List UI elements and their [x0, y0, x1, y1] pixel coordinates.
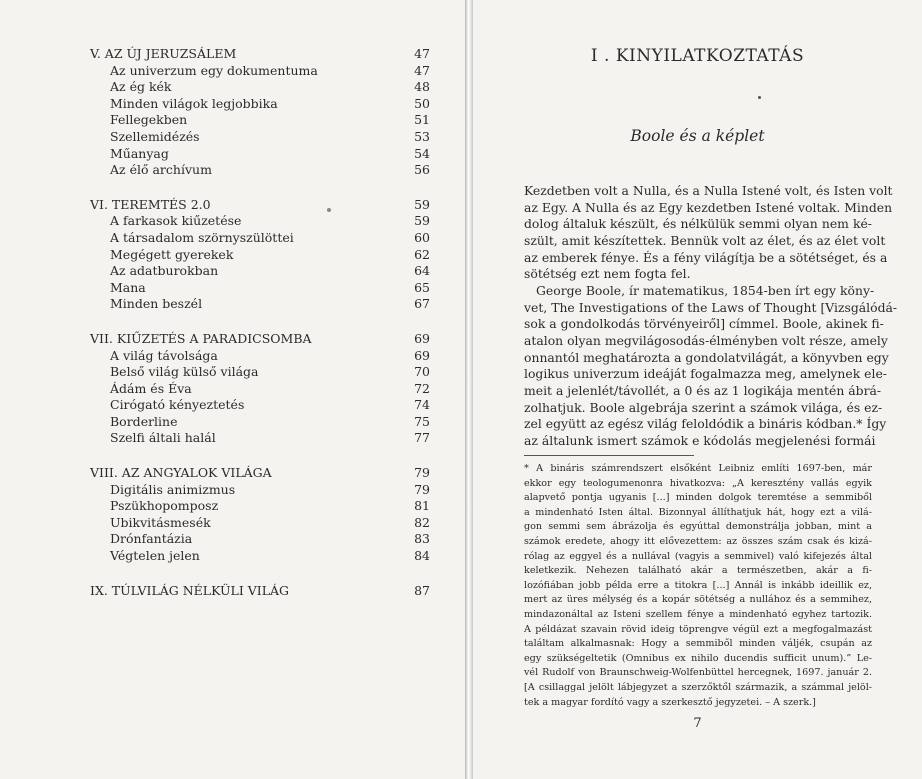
footnote-line: egy szükségeltetik (Omnibus ex nihilo ducendis sufficit unum).” Le- [524, 652, 872, 664]
footnote [524, 462, 872, 710]
toc-entry-title: Megégett gyerekek [110, 246, 234, 262]
page-number: 7 [693, 716, 702, 731]
toc-entry-row [90, 280, 430, 297]
toc-chapter-row [90, 331, 430, 348]
toc-entry-title: Az élő archívum [110, 162, 212, 178]
toc-page-number: 50 [414, 95, 430, 111]
toc-page-number: 74 [414, 397, 430, 413]
toc-page-number: 72 [414, 380, 430, 396]
body-line: atalon olyan megvilágosodás-élményben volt része, amely [524, 332, 888, 348]
toc-section [90, 197, 430, 313]
toc-page-number: 53 [414, 128, 430, 144]
toc-entry-title: A farkasok kiűzetése [110, 213, 242, 229]
footnote-line: A példázat szavain rövid ideig töprengve végül ezt a megfogalmazást [524, 623, 872, 635]
toc-entry-title: Borderline [110, 413, 178, 429]
toc-page-number: 67 [414, 296, 430, 312]
footnote-rule [524, 455, 694, 456]
toc-page-number: 69 [414, 330, 430, 346]
footnote-line: ekkor egy teologumenonra hivatkozva: „A keresztény vallás egyik [524, 477, 872, 489]
toc-entry-row [90, 129, 430, 146]
toc-entry-title: Pszükhopomposz [110, 498, 219, 514]
toc-entry-title: Műanyag [110, 145, 169, 161]
toc-page-number: 70 [414, 364, 430, 380]
toc-chapter-title: VIII. AZ ANGYALOK VILÁGA [90, 465, 272, 481]
toc-entry-title: Belső világ külső világa [110, 364, 259, 380]
toc-entry-title: Mana [110, 279, 146, 295]
toc-entry-title: Fellegekben [110, 112, 188, 128]
toc-entry-title: Ubikvitásmesék [110, 514, 211, 530]
toc-section [90, 46, 430, 179]
toc-page-number: 64 [414, 263, 430, 279]
footnote-line: a mindenható Isten által. Bizonnyal állíthatjuk hát, hogy ezt a vilá- [524, 506, 872, 518]
toc-page-number: 84 [414, 548, 430, 564]
toc-page-number: 48 [414, 79, 430, 95]
footnote-line: [A csillaggal jelölt lábjegyzet a szerzőktől származik, a számmal jelöl- [524, 681, 872, 693]
body-line: onnantól meghatározta a gondolatvilágát, a könyvben egy [524, 349, 889, 365]
toc-page-number: 79 [414, 481, 430, 497]
toc-entry-row [90, 364, 430, 381]
toc-chapter-row [90, 583, 430, 600]
body-line: az Egy. A Nulla és az Egy kezdetben Istené voltak. Minden [524, 199, 893, 215]
toc-entry-row [90, 430, 430, 447]
toc-entry-title: Az univerzum egy dokumentuma [110, 62, 318, 78]
toc-chapter-row [90, 46, 430, 63]
footnote-line: keletkezik. Nehezen található akár a természetben, akár a fi- [524, 565, 872, 577]
toc-entry-title: Ádám és Éva [110, 380, 192, 396]
footnote-line: mert az üres mélység és a kopár sötétség a nullához és a semmihez, [524, 594, 872, 606]
toc-entry-row [90, 112, 430, 129]
toc-entry-row [90, 63, 430, 80]
toc-page-number: 82 [414, 514, 430, 530]
toc-section [90, 331, 430, 447]
chapter-title: I . KINYILATKOZTATÁS [590, 46, 805, 66]
toc-entry-row [90, 414, 430, 431]
toc-page-number: 83 [414, 531, 430, 547]
toc-entry-title: Az ég kék [110, 79, 172, 95]
body-line: szült, amit készítettek. Bennük volt az élet, és az élet volt [524, 232, 886, 248]
toc-entry-row [90, 263, 430, 280]
body-line: meit a jelenlét/távollét, a 0 és az 1 logikája mentén ábrá- [524, 382, 882, 398]
body-line: George Boole, ír matematikus, 1854-ben írt egy köny- [536, 282, 875, 298]
toc-entry-row [90, 548, 430, 565]
footnote-line: mindazonáltal az Isteni szellem fénye a mindenható egyhez tartozik. [524, 608, 872, 620]
toc-entry-title: Végtelen jelen [110, 548, 200, 564]
toc-entry-title: A társadalom szörnyszülöttei [110, 229, 294, 245]
toc-entry-row [90, 296, 430, 313]
book-gutter [465, 0, 473, 779]
toc-entry-title: A világ távolsága [110, 347, 218, 363]
toc-page-number: 51 [414, 112, 430, 128]
toc-page-number: 59 [414, 213, 430, 229]
footnote-line: találtam alkalmasnak: Hogy a semmiből minden váljék, csupán az [524, 638, 872, 650]
toc-entry-row [90, 230, 430, 247]
toc-entry-title: Szellemidézés [110, 128, 200, 144]
toc-entry-title: Szelfi általi halál [110, 430, 216, 446]
toc-chapter-title: IX. TÚLVILÁG NÉLKÜLI VILÁG [90, 582, 290, 598]
body-line: zolhatjuk. Boole algebrája szerint a számok világa, és ez- [524, 399, 883, 415]
toc-chapter-title: VI. TEREMTÉS 2.0 [90, 196, 211, 212]
footnote-line: gon semmi sem ábrázolja és egyúttal demonstrálja jobban, mint a [524, 521, 872, 533]
toc-entry-row [90, 247, 430, 264]
body-line: logikus univerzum ideáját fogalmazza meg, amelynek ele- [524, 366, 887, 382]
toc-page-number: 59 [414, 196, 430, 212]
toc-page-number: 77 [414, 430, 430, 446]
toc-page-number: 62 [414, 246, 430, 262]
toc-entry-row [90, 498, 430, 515]
body-line: zel együtt az egész világ feloldódik a bináris kódban.* Így [524, 416, 887, 432]
footnote-line: rólag az eggyel és a nullával (vagyis a semmivel) való kifejezés által [524, 550, 872, 562]
toc-entry-title: Minden beszél [110, 296, 203, 312]
toc-entry-title: Drónfantázia [110, 531, 193, 547]
toc-entry-row [90, 348, 430, 365]
footnote-line: vél Rudolf von Braunschweig-Wolfenbüttel hercegnek, 1697. január 2. [524, 667, 872, 679]
toc-entry-row [90, 79, 430, 96]
toc-entry-row [90, 96, 430, 113]
toc-page-number: 47 [414, 46, 430, 61]
body-line: Kezdetben volt a Nulla, és a Nulla Istené volt, és Isten volt [524, 183, 893, 198]
toc-page-number: 54 [414, 145, 430, 161]
body-line: dolog általuk készült, és nélkülük semmi olyan nem ké- [524, 216, 872, 232]
toc-page-number: 87 [414, 582, 430, 598]
toc-entry-row [90, 515, 430, 532]
toc-section [90, 465, 430, 565]
toc-page-number: 56 [414, 162, 430, 178]
toc-chapter-title: V. AZ ÚJ JERUZSÁLEM [90, 46, 237, 61]
toc-section [90, 583, 430, 600]
right-page [473, 0, 922, 779]
footnote-line: lozófiában jobb példa erre a titokra [...] Annál is inkább ideillik ez, [524, 579, 872, 591]
print-speck [327, 208, 331, 212]
body-line: az általunk ismert számok e kódolás megjelenési formái [524, 432, 876, 448]
toc-page-number: 65 [414, 279, 430, 295]
toc-entry-row [90, 397, 430, 414]
footnote-line: tek a magyar fordító vagy a szerkesztő jegyzetei. – A szerk.] [524, 696, 816, 708]
toc-entry-title: Az adatburokban [110, 263, 219, 279]
body-line: vet, The Investigations of the Laws of Thought [Vizsgálódá- [524, 299, 898, 315]
table-of-contents [90, 46, 430, 617]
toc-chapter-row [90, 197, 430, 214]
toc-entry-row [90, 213, 430, 230]
body-text [524, 183, 898, 450]
toc-entry-row [90, 381, 430, 398]
body-line: az emberek fénye. És a fény világítja be a sötétséget, és a [524, 249, 888, 265]
footnote-line: * A bináris számrendszert elsőként Leibniz említi 1697-ben, már [524, 463, 872, 474]
toc-page-number: 47 [414, 62, 430, 78]
footnote-line: alapvető pontja ugyanis [...] minden dolgok teremtése a semmiből [524, 492, 872, 504]
toc-page-number: 75 [414, 413, 430, 429]
footnote-line: számok eredete, ahogy itt elővezettem: az összes szám csak és kizá- [524, 535, 872, 547]
toc-entry-title: Digitális animizmus [110, 481, 236, 497]
toc-page-number: 81 [414, 498, 430, 514]
section-title: Boole és a képlet [630, 127, 765, 145]
toc-entry-row [90, 162, 430, 179]
toc-page-number: 60 [414, 229, 430, 245]
toc-entry-row [90, 531, 430, 548]
ornament-dot [758, 96, 761, 99]
toc-chapter-row [90, 465, 430, 482]
toc-page-number: 79 [414, 465, 430, 481]
toc-page-number: 69 [414, 347, 430, 363]
toc-entry-title: Minden világok legjobbika [110, 95, 278, 111]
toc-entry-row [90, 482, 430, 499]
toc-entry-title: Cirógató kényeztetés [110, 397, 245, 413]
toc-chapter-title: VII. KIŰZETÉS A PARADICSOMBA [90, 330, 312, 346]
toc-entry-row [90, 146, 430, 163]
body-line: sok a gondolkodás törvényeiről] címmel. Boole, akinek fi- [524, 316, 884, 332]
body-line: sötétség ezt nem fogta fel. [524, 266, 691, 282]
